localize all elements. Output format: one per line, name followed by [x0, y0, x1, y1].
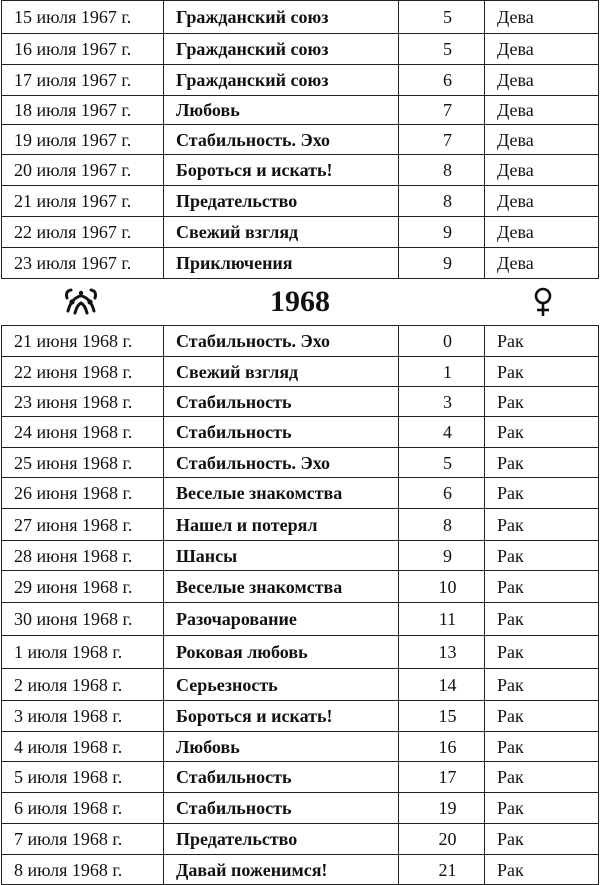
table-row [2, 217, 599, 248]
zodiac-sign-cell: Дева [485, 34, 599, 65]
date-cell: 16 июля 1967 г. [2, 34, 164, 65]
number-cell: 7 [399, 96, 485, 125]
date-cell: 7 июля 1968 г. [2, 824, 164, 855]
date-table [1, 0, 599, 885]
number-cell: 15 [399, 701, 485, 732]
date-cell: 23 июля 1967 г. [2, 248, 164, 279]
table-row [2, 125, 599, 155]
number-cell: 8 [399, 509, 485, 541]
zodiac-sign-cell: Рак [485, 855, 599, 885]
zodiac-sign-cell: Дева [485, 186, 599, 217]
year-header [2, 279, 599, 325]
date-cell: 22 июля 1967 г. [2, 217, 164, 248]
table-row [2, 478, 599, 509]
table-row [2, 762, 599, 793]
date-cell: 28 июня 1968 г. [2, 541, 164, 571]
table-row [2, 571, 599, 603]
date-cell: 18 июля 1967 г. [2, 96, 164, 125]
title-cell: Шансы [164, 541, 399, 571]
table-row [2, 603, 599, 636]
zodiac-sign-cell: Дева [485, 217, 599, 248]
title-cell: Роковая любовь [164, 636, 399, 669]
date-cell: 24 июня 1968 г. [2, 417, 164, 448]
table-row [2, 824, 599, 855]
table-row [2, 248, 599, 279]
title-cell: Веселые знакомства [164, 478, 399, 509]
number-cell: 9 [399, 217, 485, 248]
title-cell: Разочарование [164, 603, 399, 636]
table-row [2, 669, 599, 701]
number-cell: 19 [399, 793, 485, 824]
date-cell: 27 июня 1968 г. [2, 509, 164, 541]
number-cell: 5 [399, 34, 485, 65]
number-cell: 9 [399, 541, 485, 571]
zodiac-sign-cell: Рак [485, 669, 599, 701]
table-row [2, 387, 599, 417]
number-cell: 20 [399, 824, 485, 855]
venus-icon [526, 287, 560, 317]
number-cell: 21 [399, 855, 485, 885]
table-row [2, 732, 599, 762]
date-cell: 25 июня 1968 г. [2, 448, 164, 478]
date-cell: 22 июня 1968 г. [2, 357, 164, 387]
number-cell: 17 [399, 762, 485, 793]
date-cell: 17 июля 1967 г. [2, 65, 164, 96]
table-section-1967 [2, 1, 599, 279]
title-cell: Свежий взгляд [164, 217, 399, 248]
zodiac-sign-cell: Рак [485, 509, 599, 541]
number-cell: 11 [399, 603, 485, 636]
number-cell: 4 [399, 417, 485, 448]
title-cell: Стабильность. Эхо [164, 448, 399, 478]
table-row [2, 793, 599, 824]
date-cell: 3 июля 1968 г. [2, 701, 164, 732]
date-cell: 21 июля 1967 г. [2, 186, 164, 217]
title-cell: Бороться и искать! [164, 155, 399, 186]
title-cell: Стабильность [164, 793, 399, 824]
date-cell: 29 июня 1968 г. [2, 571, 164, 603]
date-cell: 1 июля 1968 г. [2, 636, 164, 669]
title-cell: Стабильность [164, 387, 399, 417]
table-row [2, 96, 599, 125]
zodiac-sign-cell: Рак [485, 478, 599, 509]
number-cell: 13 [399, 636, 485, 669]
table-row [2, 855, 599, 885]
table-row [2, 34, 599, 65]
number-cell: 8 [399, 155, 485, 186]
date-cell: 21 июня 1968 г. [2, 326, 164, 357]
year-title: 1968 [270, 285, 330, 318]
title-cell: Стабильность. Эхо [164, 326, 399, 357]
number-cell: 5 [399, 448, 485, 478]
title-cell: Предательство [164, 186, 399, 217]
date-cell: 19 июля 1967 г. [2, 125, 164, 155]
title-cell: Стабильность [164, 762, 399, 793]
title-cell: Предательство [164, 824, 399, 855]
title-cell: Давай поженимся! [164, 855, 399, 885]
title-cell: Гражданский союз [164, 65, 399, 96]
zodiac-sign-cell: Рак [485, 793, 599, 824]
number-cell: 14 [399, 669, 485, 701]
date-cell: 26 июня 1968 г. [2, 478, 164, 509]
zodiac-sign-cell: Рак [485, 732, 599, 762]
zodiac-sign-cell: Дева [485, 155, 599, 186]
number-cell: 3 [399, 387, 485, 417]
title-cell: Гражданский союз [164, 34, 399, 65]
year-header-section [2, 279, 599, 326]
title-cell: Нашел и потерял [164, 509, 399, 541]
zodiac-sign-cell: Рак [485, 541, 599, 571]
date-cell: 20 июля 1967 г. [2, 155, 164, 186]
zodiac-sign-cell: Рак [485, 448, 599, 478]
zodiac-sign-cell: Дева [485, 1, 599, 34]
zodiac-sign-cell: Рак [485, 824, 599, 855]
zodiac-sign-cell: Рак [485, 701, 599, 732]
number-cell: 6 [399, 478, 485, 509]
table-row [2, 357, 599, 387]
zodiac-sign-cell: Рак [485, 326, 599, 357]
title-cell: Гражданский союз [164, 1, 399, 34]
date-cell: 8 июля 1968 г. [2, 855, 164, 885]
zodiac-sign-cell: Рак [485, 417, 599, 448]
zodiac-sign-cell: Рак [485, 636, 599, 669]
number-cell: 16 [399, 732, 485, 762]
date-cell: 2 июля 1968 г. [2, 669, 164, 701]
title-cell: Свежий взгляд [164, 357, 399, 387]
number-cell: 8 [399, 186, 485, 217]
date-cell: 23 июня 1968 г. [2, 387, 164, 417]
table-section-1968 [2, 326, 599, 885]
zodiac-sign-cell: Рак [485, 571, 599, 603]
zodiac-sign-cell: Рак [485, 387, 599, 417]
date-cell: 15 июля 1967 г. [2, 1, 164, 34]
table-row [2, 155, 599, 186]
number-cell: 0 [399, 326, 485, 357]
table-row [2, 186, 599, 217]
title-cell: Веселые знакомства [164, 571, 399, 603]
table-row [2, 448, 599, 478]
date-cell: 4 июля 1968 г. [2, 732, 164, 762]
title-cell: Серьезность [164, 669, 399, 701]
zodiac-sign-cell: Дева [485, 96, 599, 125]
zodiac-sign-cell: Рак [485, 357, 599, 387]
zodiac-sign-cell: Дева [485, 65, 599, 96]
title-cell: Любовь [164, 96, 399, 125]
number-cell: 5 [399, 1, 485, 34]
table-row [2, 509, 599, 541]
title-cell: Приключения [164, 248, 399, 279]
title-cell: Стабильность [164, 417, 399, 448]
table-row [2, 1, 599, 34]
date-cell: 5 июля 1968 г. [2, 762, 164, 793]
zodiac-sign-cell: Дева [485, 248, 599, 279]
table-row [2, 326, 599, 357]
zodiac-sign-cell: Дева [485, 125, 599, 155]
date-cell: 6 июля 1968 г. [2, 793, 164, 824]
title-cell: Любовь [164, 732, 399, 762]
title-cell: Стабильность. Эхо [164, 125, 399, 155]
date-cell: 30 июня 1968 г. [2, 603, 164, 636]
table-row [2, 417, 599, 448]
year-header-row [2, 279, 599, 326]
table-row [2, 701, 599, 732]
number-cell: 9 [399, 248, 485, 279]
number-cell: 6 [399, 65, 485, 96]
table-row [2, 636, 599, 669]
title-cell: Бороться и искать! [164, 701, 399, 732]
zodiac-sign-cell: Рак [485, 762, 599, 793]
table-row [2, 65, 599, 96]
zodiac-sign-cell: Рак [485, 603, 599, 636]
number-cell: 1 [399, 357, 485, 387]
number-cell: 7 [399, 125, 485, 155]
number-cell: 10 [399, 571, 485, 603]
table-row [2, 541, 599, 571]
